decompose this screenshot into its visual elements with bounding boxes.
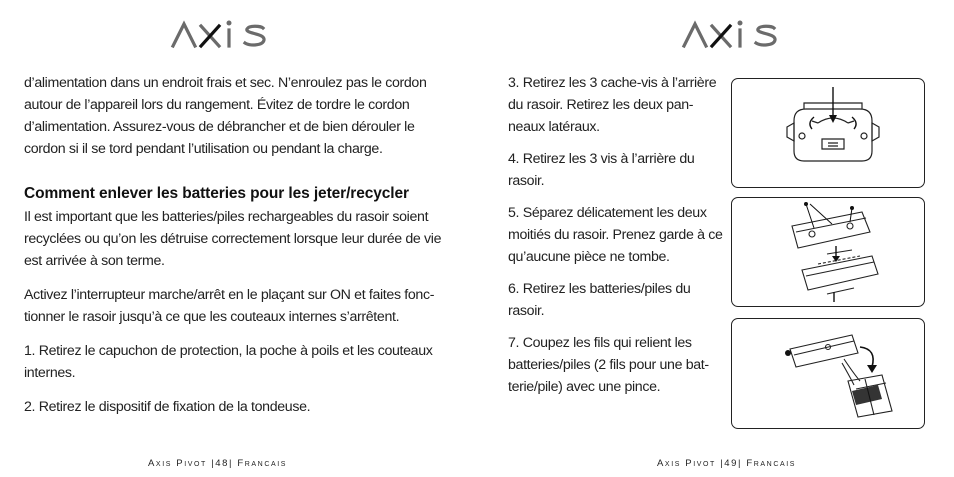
shaver-open-icon bbox=[732, 198, 924, 306]
section-heading: Comment enlever les batteries pour les jeter/recycler bbox=[24, 185, 409, 202]
page-footer bbox=[148, 458, 287, 469]
footer-page-number: |49| bbox=[720, 458, 743, 469]
axis-logo bbox=[680, 18, 790, 50]
step-3: 3. Retirez les 3 cache-vis à l’arrière du rasoir. Retirez les deux pan-neaux latéraux. bbox=[508, 75, 717, 135]
paragraph-activate: Activez l’interrupteur marche/arrêt en le plaçant sur ON et faites fonc-tionner le rasoir jusqu’à ce que les couteaux internes s’arrêtent. bbox=[24, 287, 435, 325]
shaver-back-icon bbox=[732, 79, 924, 187]
footer-page-number: |48| bbox=[211, 458, 234, 469]
footer-product: Axis Pivot bbox=[657, 458, 716, 469]
continued-paragraph: d’alimentation dans un endroit frais et sec. N’enroulez pas le cordon autour de l’appareil lors du rangement. Évitez de tordre le cordon d’alimentation. Assurez-vous de débrancher et de bien dérouler le cordon si il se tord pendant l’utilisation ou pendant la charge. bbox=[24, 75, 427, 157]
footer-product: Axis Pivot bbox=[148, 458, 207, 469]
step-6: 6. Retirez les batteries/piles du rasoir. bbox=[508, 281, 691, 319]
step-7: 7. Coupez les fils qui relient les batteries/piles (2 fils pour une bat-terie/pile) avec une pince. bbox=[508, 335, 709, 395]
footer-language: Francais bbox=[746, 458, 797, 469]
illustration-separate-halves bbox=[731, 197, 925, 307]
illustration-remove-screw-covers bbox=[731, 78, 925, 188]
footer-language: Francais bbox=[237, 458, 288, 469]
illustration-cut-battery-wires bbox=[731, 318, 925, 429]
page-footer bbox=[657, 458, 796, 469]
axis-logo-mark bbox=[680, 18, 790, 50]
right-page bbox=[477, 0, 954, 477]
axis-logo bbox=[169, 18, 279, 50]
battery-wires-icon bbox=[732, 319, 924, 428]
step-2: 2. Retirez le dispositif de fixation de la tondeuse. bbox=[24, 399, 311, 415]
paragraph-recycle: Il est important que les batteries/piles rechargeables du rasoir soient recyclées ou qu’on les détruise correctement lorsque leur durée de vie est arrivée à son terme. bbox=[24, 209, 442, 269]
step-5: 5. Séparez délicatement les deux moitiés du rasoir. Prenez garde à ce qu’aucune pièce ne tombe. bbox=[508, 205, 723, 265]
step-1: 1. Retirez le capuchon de protection, la poche à poils et les couteaux internes. bbox=[24, 343, 433, 381]
axis-logo-mark bbox=[169, 18, 279, 50]
step-4: 4. Retirez les 3 vis à l’arrière du rasoir. bbox=[508, 151, 695, 189]
